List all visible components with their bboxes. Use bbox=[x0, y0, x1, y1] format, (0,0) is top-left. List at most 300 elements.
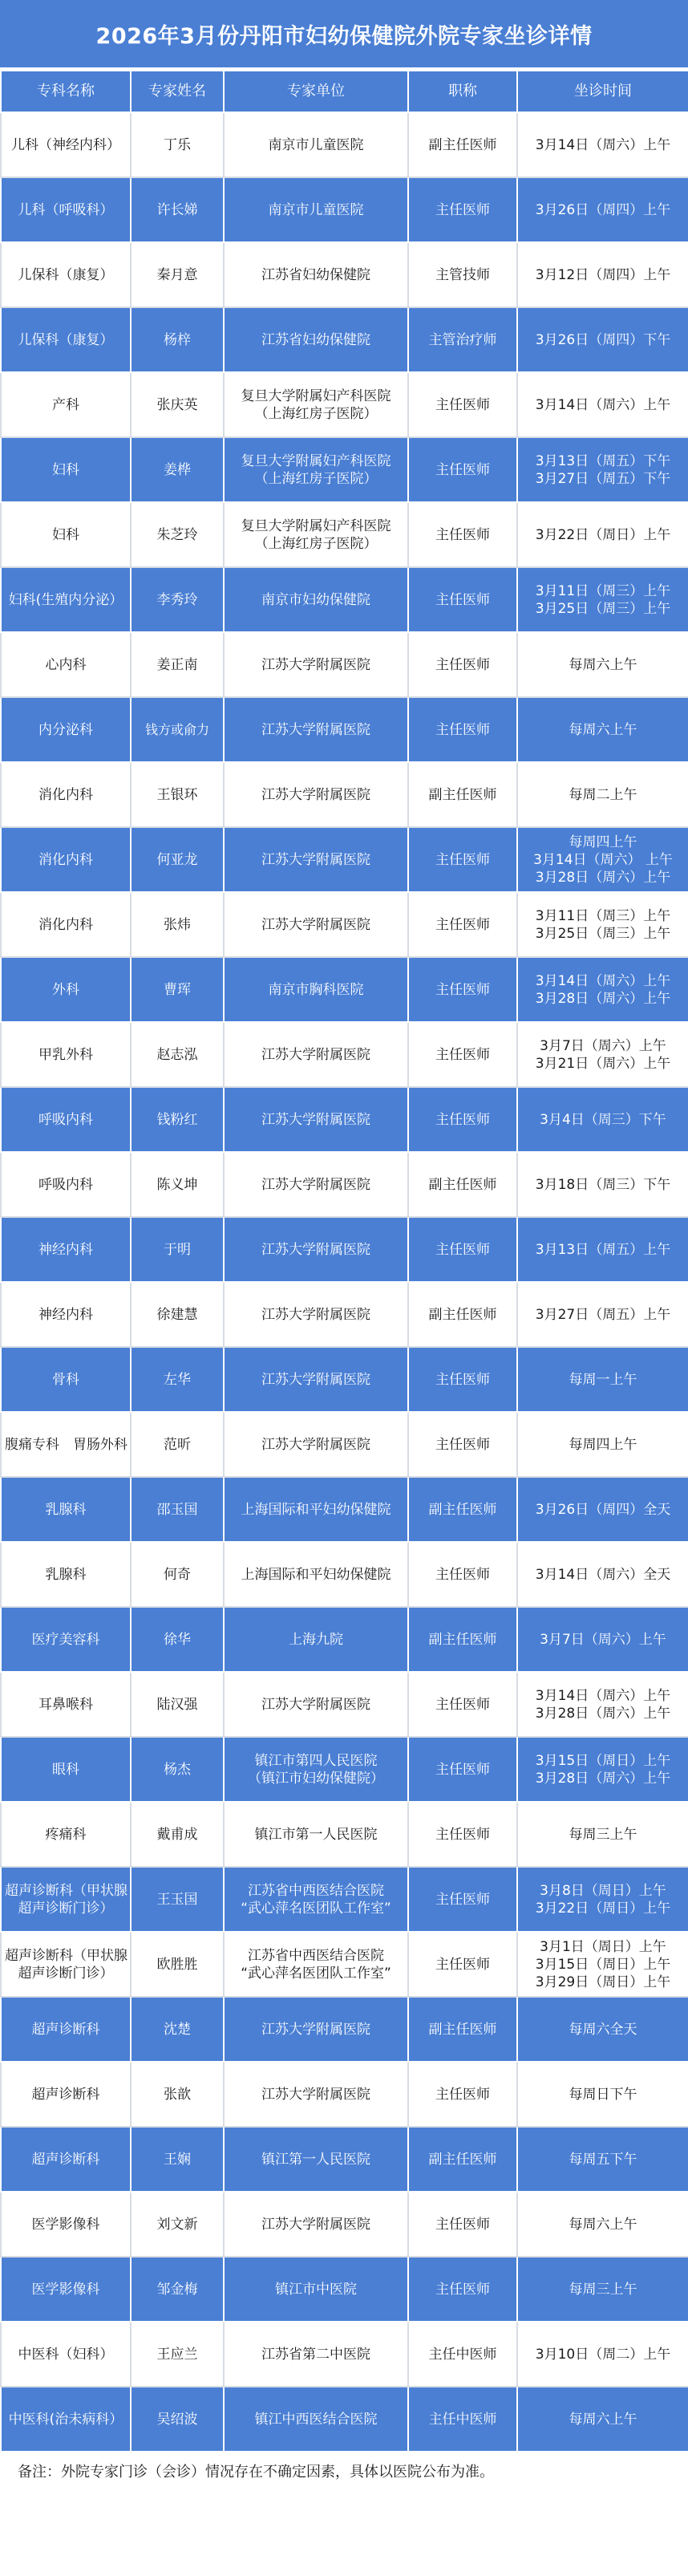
cell-specialty bbox=[1, 1087, 131, 1152]
table-row bbox=[1, 957, 688, 1022]
cell-expert-unit-line: （上海红房子医院） bbox=[254, 470, 378, 487]
cell-expert-name: 许长娣 bbox=[131, 177, 224, 242]
cell-job-title: 主任医师 bbox=[408, 1867, 517, 1932]
cell-expert-name: 邵玉国 bbox=[131, 1477, 224, 1542]
cell-expert-unit bbox=[224, 762, 408, 827]
cell-job-title: 副主任医师 bbox=[408, 112, 517, 177]
cell-specialty-line: 超声诊断科 bbox=[31, 2021, 100, 2038]
cell-specialty-line: 呼吸内科 bbox=[38, 1111, 93, 1128]
cell-specialty-line: 超声诊断科（甲状腺 bbox=[5, 1882, 127, 1899]
cell-expert-unit-line: 江苏大学附属医院 bbox=[261, 916, 370, 933]
cell-expert-unit-line: 镇江市第四人民医院 bbox=[254, 1752, 378, 1769]
cell-expert-unit bbox=[224, 372, 408, 437]
cell-job-title: 主任中医师 bbox=[408, 2322, 517, 2387]
cell-job-title: 主管治疗师 bbox=[408, 307, 517, 372]
cell-clinic-time-line: 3月21日（周六）上午 bbox=[535, 1055, 671, 1072]
table-header-row bbox=[1, 71, 688, 112]
table-row bbox=[1, 1867, 688, 1932]
table-row bbox=[1, 697, 688, 762]
cell-expert-name: 张炜 bbox=[131, 892, 224, 957]
cell-expert-unit-line: 江苏大学附属医院 bbox=[261, 1241, 370, 1258]
cell-clinic-time bbox=[517, 242, 688, 307]
cell-expert-unit-line: 镇江第一人民医院 bbox=[261, 2151, 370, 2168]
cell-expert-unit-line: 镇江市中医院 bbox=[275, 2281, 357, 2298]
cell-clinic-time bbox=[517, 632, 688, 697]
cell-clinic-time-line: 3月11日（周三）上午 bbox=[535, 582, 671, 599]
cell-specialty bbox=[1, 372, 131, 437]
cell-job-title: 副主任医师 bbox=[408, 2127, 517, 2192]
cell-expert-unit-line: 江苏大学附属医院 bbox=[261, 2086, 370, 2103]
cell-job-title: 主任医师 bbox=[408, 1542, 517, 1607]
cell-job-title: 主任医师 bbox=[408, 697, 517, 762]
cell-specialty-line: 妇科(生殖内分泌） bbox=[8, 591, 123, 608]
cell-job-title: 主任医师 bbox=[408, 2257, 517, 2322]
table-row bbox=[1, 1932, 688, 1997]
cell-clinic-time-line: 3月7日（周六）上午 bbox=[540, 1631, 666, 1648]
cell-clinic-time bbox=[517, 1282, 688, 1347]
cell-clinic-time-line: 每周日下午 bbox=[569, 2086, 637, 2103]
cell-job-title: 主任医师 bbox=[408, 957, 517, 1022]
header-expert-name: 专家姓名 bbox=[131, 71, 224, 112]
table-row bbox=[1, 632, 688, 697]
cell-expert-unit-line: 江苏省第二中医院 bbox=[261, 2346, 370, 2363]
cell-clinic-time bbox=[517, 1542, 688, 1607]
cell-specialty bbox=[1, 1347, 131, 1412]
cell-clinic-time-line: 每周六上午 bbox=[569, 2216, 637, 2233]
header-expert-unit: 专家单位 bbox=[224, 71, 408, 112]
cell-expert-unit-line: 江苏大学附属医院 bbox=[261, 1436, 370, 1453]
cell-specialty-line: 儿保科（康复） bbox=[18, 266, 114, 283]
cell-expert-name: 朱芝玲 bbox=[131, 502, 224, 567]
cell-expert-unit-line: （镇江市妇幼保健院） bbox=[248, 1770, 384, 1787]
cell-specialty-line: 腹痛专科 胃肠外科 bbox=[5, 1436, 127, 1453]
table-row bbox=[1, 1477, 688, 1542]
cell-clinic-time bbox=[517, 2322, 688, 2387]
cell-job-title: 主任医师 bbox=[408, 372, 517, 437]
cell-expert-unit bbox=[224, 437, 408, 502]
cell-expert-unit bbox=[224, 697, 408, 762]
cell-clinic-time-line: 3月7日（周六）上午 bbox=[540, 1037, 666, 1054]
cell-specialty bbox=[1, 2127, 131, 2192]
cell-specialty-line: 儿科（神经内科） bbox=[11, 136, 120, 153]
cell-job-title: 主任医师 bbox=[408, 1672, 517, 1737]
cell-clinic-time-line: 3月4日（周三）下午 bbox=[540, 1111, 666, 1128]
cell-job-title: 副主任医师 bbox=[408, 1477, 517, 1542]
cell-clinic-time-line: 每周三上午 bbox=[569, 1826, 637, 1843]
cell-expert-name: 杨梓 bbox=[131, 307, 224, 372]
cell-clinic-time-line: 3月22日（周日）上午 bbox=[535, 1900, 671, 1917]
cell-expert-name: 徐建慧 bbox=[131, 1282, 224, 1347]
cell-expert-unit-line: 上海九院 bbox=[289, 1631, 343, 1648]
cell-clinic-time bbox=[517, 762, 688, 827]
cell-clinic-time-line: 3月14日（周六）上午 bbox=[535, 1687, 671, 1704]
cell-specialty bbox=[1, 827, 131, 892]
cell-expert-name: 王银环 bbox=[131, 762, 224, 827]
cell-specialty bbox=[1, 2387, 131, 2452]
cell-specialty-line: 骨科 bbox=[52, 1371, 79, 1388]
cell-expert-name: 欧胜胜 bbox=[131, 1932, 224, 1997]
cell-job-title: 主任医师 bbox=[408, 1802, 517, 1867]
cell-clinic-time bbox=[517, 1607, 688, 1672]
cell-clinic-time bbox=[517, 957, 688, 1022]
cell-expert-unit-line: 镇江中西医结合医院 bbox=[254, 2411, 378, 2428]
cell-job-title: 主任医师 bbox=[408, 502, 517, 567]
cell-specialty-line: 消化内科 bbox=[38, 851, 93, 868]
cell-clinic-time bbox=[517, 177, 688, 242]
cell-clinic-time bbox=[517, 1802, 688, 1867]
cell-expert-unit-line: 江苏省妇幼保健院 bbox=[261, 331, 370, 348]
cell-expert-unit-line: 镇江市第一人民医院 bbox=[254, 1826, 378, 1843]
cell-clinic-time-line: 3月11日（周三）上午 bbox=[535, 907, 671, 924]
cell-specialty bbox=[1, 1022, 131, 1087]
cell-clinic-time-line: 每周六上午 bbox=[569, 2411, 637, 2428]
cell-clinic-time-line: 每周二上午 bbox=[569, 786, 637, 803]
cell-clinic-time-line: 3月14日（周六） 上午 bbox=[533, 851, 673, 868]
cell-expert-unit-line: 江苏大学附属医院 bbox=[261, 1306, 370, 1323]
cell-expert-unit bbox=[224, 1412, 408, 1477]
table-row bbox=[1, 827, 688, 892]
cell-job-title: 副主任医师 bbox=[408, 1152, 517, 1217]
cell-expert-name: 王娴 bbox=[131, 2127, 224, 2192]
cell-clinic-time-line: 3月14日（周六）上午 bbox=[535, 136, 671, 153]
cell-expert-unit bbox=[224, 2192, 408, 2257]
cell-specialty-line: 眼科 bbox=[52, 1761, 79, 1778]
cell-specialty bbox=[1, 307, 131, 372]
table-row bbox=[1, 1347, 688, 1412]
cell-expert-unit bbox=[224, 1802, 408, 1867]
cell-specialty bbox=[1, 2322, 131, 2387]
cell-specialty-line: 疼痛科 bbox=[45, 1826, 87, 1843]
cell-expert-unit bbox=[224, 2257, 408, 2322]
cell-expert-name: 陆汉强 bbox=[131, 1672, 224, 1737]
cell-expert-name: 姜正南 bbox=[131, 632, 224, 697]
cell-expert-unit-line: 江苏大学附属医院 bbox=[261, 786, 370, 803]
cell-clinic-time-line: 3月22日（周日）上午 bbox=[535, 526, 671, 543]
cell-specialty-line: 消化内科 bbox=[38, 786, 93, 803]
cell-expert-name: 秦月意 bbox=[131, 242, 224, 307]
table-row bbox=[1, 2192, 688, 2257]
cell-clinic-time bbox=[517, 892, 688, 957]
cell-specialty-line: 超声诊断门诊） bbox=[18, 1965, 114, 1982]
cell-expert-unit-line: “武心萍名医团队工作室” bbox=[241, 1900, 391, 1917]
cell-expert-unit bbox=[224, 1997, 408, 2062]
cell-specialty bbox=[1, 2192, 131, 2257]
cell-expert-unit-line: 江苏大学附属医院 bbox=[261, 1176, 370, 1193]
table-row bbox=[1, 1282, 688, 1347]
cell-job-title: 副主任医师 bbox=[408, 1607, 517, 1672]
cell-expert-name: 戴甫成 bbox=[131, 1802, 224, 1867]
table-row bbox=[1, 1412, 688, 1477]
cell-expert-name: 王应兰 bbox=[131, 2322, 224, 2387]
cell-specialty-line: 儿保科（康复） bbox=[18, 331, 114, 348]
table-row bbox=[1, 762, 688, 827]
cell-expert-unit bbox=[224, 2062, 408, 2127]
table-row bbox=[1, 112, 688, 177]
cell-expert-unit-line: 江苏大学附属医院 bbox=[261, 1111, 370, 1128]
table-row bbox=[1, 567, 688, 632]
cell-specialty-line: 中医科（妇科） bbox=[18, 2346, 114, 2363]
cell-clinic-time-line: 3月14日（周六）上午 bbox=[535, 396, 671, 413]
cell-specialty bbox=[1, 437, 131, 502]
table-row bbox=[1, 1022, 688, 1087]
cell-expert-unit bbox=[224, 2387, 408, 2452]
cell-clinic-time-line: 3月28日（周六）上午 bbox=[535, 1770, 671, 1787]
cell-clinic-time-line: 每周一上午 bbox=[569, 1371, 637, 1388]
cell-expert-unit-line: 南京市妇幼保健院 bbox=[261, 591, 370, 608]
cell-job-title: 主任医师 bbox=[408, 437, 517, 502]
cell-expert-unit-line: （上海红房子医院） bbox=[254, 405, 378, 422]
cell-job-title: 副主任医师 bbox=[408, 1997, 517, 2062]
cell-clinic-time-line: 3月8日（周日）上午 bbox=[540, 1882, 666, 1899]
cell-specialty-line: 乳腺科 bbox=[45, 1566, 87, 1583]
header-job-title: 职称 bbox=[408, 71, 517, 112]
cell-specialty bbox=[1, 1932, 131, 1997]
cell-expert-unit bbox=[224, 827, 408, 892]
cell-clinic-time bbox=[517, 1997, 688, 2062]
cell-specialty-line: 医学影像科 bbox=[31, 2216, 100, 2233]
cell-expert-name: 赵志泓 bbox=[131, 1022, 224, 1087]
table-row bbox=[1, 372, 688, 437]
cell-expert-unit-line: 复旦大学附属妇产科医院 bbox=[241, 517, 391, 534]
cell-specialty bbox=[1, 2062, 131, 2127]
cell-clinic-time-line: 3月28日（周六）上午 bbox=[535, 1705, 671, 1722]
cell-specialty bbox=[1, 1542, 131, 1607]
cell-job-title: 主任医师 bbox=[408, 2062, 517, 2127]
cell-clinic-time-line: 3月29日（周日）上午 bbox=[535, 1974, 671, 1990]
cell-clinic-time-line: 3月25日（周三）上午 bbox=[535, 600, 671, 617]
table-row bbox=[1, 1607, 688, 1672]
cell-expert-name: 李秀玲 bbox=[131, 567, 224, 632]
table-row bbox=[1, 2127, 688, 2192]
table-row bbox=[1, 1217, 688, 1282]
cell-specialty-line: 外科 bbox=[52, 981, 79, 998]
cell-specialty-line: 医学影像科 bbox=[31, 2281, 100, 2298]
cell-clinic-time bbox=[517, 1152, 688, 1217]
cell-expert-unit-line: 南京市儿童医院 bbox=[268, 136, 364, 153]
cell-expert-name: 钱粉红 bbox=[131, 1087, 224, 1152]
table-row bbox=[1, 1802, 688, 1867]
cell-expert-name: 曹珲 bbox=[131, 957, 224, 1022]
cell-specialty-line: 超声诊断门诊） bbox=[18, 1900, 114, 1917]
cell-expert-unit bbox=[224, 1087, 408, 1152]
table-row bbox=[1, 1542, 688, 1607]
cell-clinic-time bbox=[517, 2062, 688, 2127]
cell-expert-unit bbox=[224, 957, 408, 1022]
table-row bbox=[1, 2387, 688, 2452]
cell-job-title: 副主任医师 bbox=[408, 1282, 517, 1347]
table-row bbox=[1, 1087, 688, 1152]
cell-clinic-time bbox=[517, 697, 688, 762]
cell-clinic-time bbox=[517, 1867, 688, 1932]
cell-expert-unit bbox=[224, 1672, 408, 1737]
table-row bbox=[1, 2322, 688, 2387]
cell-specialty bbox=[1, 2257, 131, 2322]
cell-clinic-time bbox=[517, 1477, 688, 1542]
cell-specialty-line: 妇科 bbox=[52, 526, 79, 543]
cell-clinic-time bbox=[517, 827, 688, 892]
table-row bbox=[1, 177, 688, 242]
cell-expert-unit bbox=[224, 632, 408, 697]
cell-clinic-time-line: 每周六上午 bbox=[569, 656, 637, 673]
cell-specialty-line: 超声诊断科 bbox=[31, 2151, 100, 2168]
cell-expert-unit bbox=[224, 242, 408, 307]
cell-job-title: 主任医师 bbox=[408, 632, 517, 697]
cell-expert-unit-line: 江苏大学附属医院 bbox=[261, 1046, 370, 1063]
cell-expert-unit-line: 江苏省妇幼保健院 bbox=[261, 266, 370, 283]
table-row bbox=[1, 1997, 688, 2062]
cell-expert-name: 杨杰 bbox=[131, 1737, 224, 1802]
cell-expert-unit-line: 江苏大学附属医院 bbox=[261, 1696, 370, 1713]
cell-expert-unit-line: 江苏大学附属医院 bbox=[261, 2021, 370, 2038]
cell-specialty bbox=[1, 242, 131, 307]
cell-expert-name: 张歆 bbox=[131, 2062, 224, 2127]
cell-clinic-time-line: 每周六上午 bbox=[569, 721, 637, 738]
cell-specialty-line: 儿科（呼吸科） bbox=[18, 201, 114, 218]
cell-specialty-line: 耳鼻喉科 bbox=[38, 1696, 93, 1713]
table-row bbox=[1, 242, 688, 307]
cell-clinic-time-line: 3月13日（周五）上午 bbox=[535, 1241, 671, 1258]
cell-clinic-time bbox=[517, 1022, 688, 1087]
table-row bbox=[1, 437, 688, 502]
cell-clinic-time-line: 每周三上午 bbox=[569, 2281, 637, 2298]
cell-clinic-time-line: 3月10日（周二）上午 bbox=[535, 2346, 671, 2363]
cell-expert-unit bbox=[224, 2127, 408, 2192]
cell-clinic-time bbox=[517, 2127, 688, 2192]
cell-clinic-time-line: 3月27日（周五）下午 bbox=[535, 470, 671, 487]
cell-clinic-time bbox=[517, 2192, 688, 2257]
cell-clinic-time bbox=[517, 112, 688, 177]
cell-expert-name: 王玉国 bbox=[131, 1867, 224, 1932]
cell-clinic-time-line: 3月26日（周四）上午 bbox=[535, 201, 671, 218]
table-row bbox=[1, 1672, 688, 1737]
cell-specialty-line: 乳腺科 bbox=[45, 1501, 87, 1518]
cell-expert-unit bbox=[224, 1477, 408, 1542]
cell-clinic-time bbox=[517, 2257, 688, 2322]
cell-specialty-line: 心内科 bbox=[45, 656, 87, 673]
table-row bbox=[1, 892, 688, 957]
cell-clinic-time-line: 每周四上午 bbox=[569, 834, 637, 850]
cell-specialty bbox=[1, 1607, 131, 1672]
cell-specialty-line: 呼吸内科 bbox=[38, 1176, 93, 1193]
cell-clinic-time-line: 3月28日（周六）上午 bbox=[535, 990, 671, 1007]
cell-job-title: 主任医师 bbox=[408, 1347, 517, 1412]
cell-expert-unit bbox=[224, 1152, 408, 1217]
cell-job-title: 主任中医师 bbox=[408, 2387, 517, 2452]
cell-specialty bbox=[1, 1672, 131, 1737]
cell-clinic-time-line: 3月14日（周六）全天 bbox=[535, 1566, 671, 1583]
table-row bbox=[1, 2062, 688, 2127]
cell-specialty bbox=[1, 502, 131, 567]
cell-specialty bbox=[1, 1217, 131, 1282]
cell-job-title: 主任医师 bbox=[408, 892, 517, 957]
header-specialty: 专科名称 bbox=[1, 71, 131, 112]
cell-expert-unit-line: 南京市胸科医院 bbox=[268, 981, 364, 998]
cell-clinic-time bbox=[517, 437, 688, 502]
cell-clinic-time-line: 3月26日（周四）全天 bbox=[535, 1501, 671, 1518]
cell-clinic-time-line: 3月12日（周四）上午 bbox=[535, 266, 671, 283]
cell-job-title: 主任医师 bbox=[408, 1087, 517, 1152]
cell-expert-name: 沈楚 bbox=[131, 1997, 224, 2062]
cell-expert-unit bbox=[224, 567, 408, 632]
cell-clinic-time-line: 3月1日（周日）上午 bbox=[540, 1938, 666, 1955]
cell-expert-unit-line: 江苏大学附属医院 bbox=[261, 2216, 370, 2233]
cell-job-title: 主任医师 bbox=[408, 1217, 517, 1282]
cell-specialty bbox=[1, 1737, 131, 1802]
cell-job-title: 主任医师 bbox=[408, 1737, 517, 1802]
cell-clinic-time bbox=[517, 1672, 688, 1737]
cell-expert-name: 张庆英 bbox=[131, 372, 224, 437]
cell-expert-unit-line: 江苏大学附属医院 bbox=[261, 1371, 370, 1388]
cell-expert-unit bbox=[224, 1347, 408, 1412]
table-row bbox=[1, 307, 688, 372]
cell-expert-name: 丁乐 bbox=[131, 112, 224, 177]
cell-clinic-time bbox=[517, 1347, 688, 1412]
cell-job-title: 主任医师 bbox=[408, 177, 517, 242]
cell-specialty-line: 神经内科 bbox=[38, 1241, 93, 1258]
cell-clinic-time-line: 3月15日（周日）上午 bbox=[535, 1956, 671, 1973]
cell-expert-unit-line: “武心萍名医团队工作室” bbox=[241, 1965, 391, 1982]
cell-expert-name: 何奇 bbox=[131, 1542, 224, 1607]
cell-clinic-time-line: 每周四上午 bbox=[569, 1436, 637, 1453]
cell-specialty bbox=[1, 1802, 131, 1867]
cell-expert-name: 于明 bbox=[131, 1217, 224, 1282]
cell-job-title: 副主任医师 bbox=[408, 762, 517, 827]
cell-clinic-time-line: 3月25日（周三）上午 bbox=[535, 925, 671, 942]
cell-specialty bbox=[1, 1412, 131, 1477]
table-body bbox=[1, 112, 688, 2452]
table-row bbox=[1, 502, 688, 567]
cell-clinic-time bbox=[517, 307, 688, 372]
cell-specialty bbox=[1, 697, 131, 762]
cell-expert-unit bbox=[224, 892, 408, 957]
cell-clinic-time-line: 每周六全天 bbox=[569, 2021, 637, 2038]
cell-expert-unit-line: 复旦大学附属妇产科医院 bbox=[241, 387, 391, 404]
cell-job-title: 主任医师 bbox=[408, 2192, 517, 2257]
cell-specialty-line: 超声诊断科（甲状腺 bbox=[5, 1947, 127, 1964]
cell-clinic-time bbox=[517, 1087, 688, 1152]
cell-expert-unit bbox=[224, 1607, 408, 1672]
cell-clinic-time-line: 3月13日（周五）下午 bbox=[535, 452, 671, 469]
cell-specialty-line: 超声诊断科 bbox=[31, 2086, 100, 2103]
cell-expert-unit-line: 江苏省中西医结合医院 bbox=[248, 1882, 384, 1899]
cell-expert-unit bbox=[224, 1217, 408, 1282]
cell-clinic-time-line: 3月18日（周三）下午 bbox=[535, 1176, 671, 1193]
cell-clinic-time-line: 3月27日（周五）上午 bbox=[535, 1306, 671, 1323]
cell-specialty bbox=[1, 762, 131, 827]
cell-clinic-time-line: 每周五下午 bbox=[569, 2151, 637, 2168]
cell-expert-name: 刘文新 bbox=[131, 2192, 224, 2257]
cell-clinic-time bbox=[517, 372, 688, 437]
cell-clinic-time bbox=[517, 502, 688, 567]
page-title: 2026年3月份丹阳市妇幼保健院外院专家坐诊详情 bbox=[0, 0, 688, 70]
cell-expert-name: 姜桦 bbox=[131, 437, 224, 502]
cell-expert-unit-line: 江苏大学附属医院 bbox=[261, 656, 370, 673]
header-clinic-time: 坐诊时间 bbox=[517, 71, 688, 112]
table-row bbox=[1, 2257, 688, 2322]
cell-specialty bbox=[1, 1477, 131, 1542]
cell-expert-name: 吴绍波 bbox=[131, 2387, 224, 2452]
cell-clinic-time-line: 3月28日（周六）上午 bbox=[535, 869, 671, 886]
cell-specialty-line: 甲乳外科 bbox=[38, 1046, 93, 1063]
cell-specialty bbox=[1, 567, 131, 632]
footnote: 备注：外院专家门诊（会诊）情况存在不确定因素，具体以医院公布为准。 bbox=[18, 2464, 494, 2481]
cell-specialty-line: 神经内科 bbox=[38, 1306, 93, 1323]
cell-expert-unit bbox=[224, 1932, 408, 1997]
cell-expert-unit-line: 复旦大学附属妇产科医院 bbox=[241, 452, 391, 469]
cell-expert-name: 徐华 bbox=[131, 1607, 224, 1672]
cell-expert-name: 陈义坤 bbox=[131, 1152, 224, 1217]
cell-expert-name: 邹金梅 bbox=[131, 2257, 224, 2322]
